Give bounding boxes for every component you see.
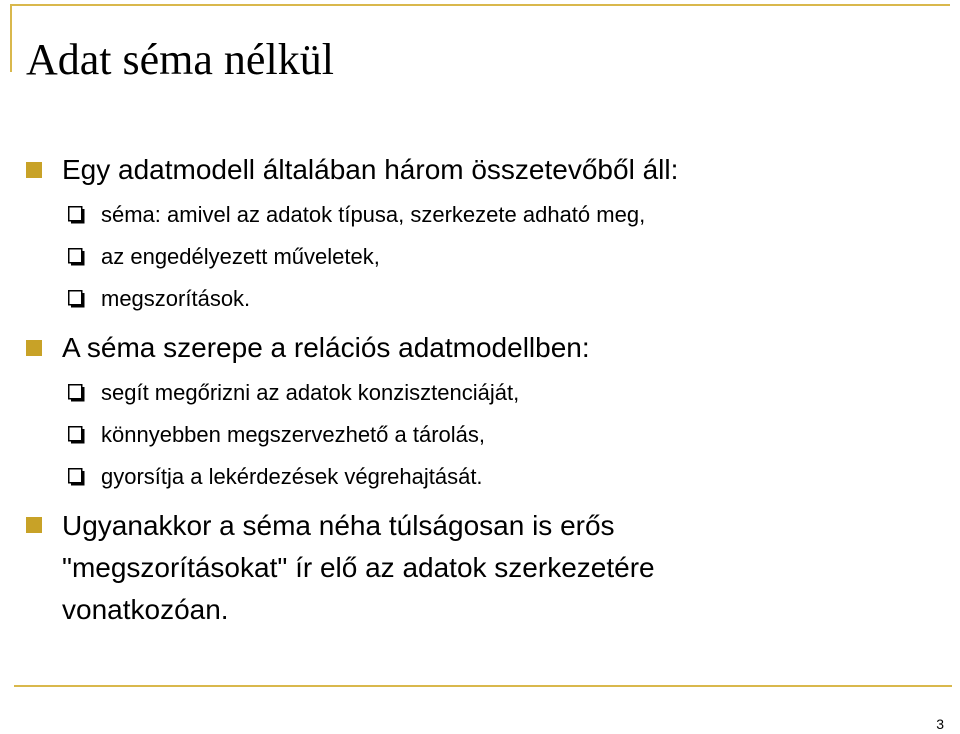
checkbox-bullet-icon: [68, 206, 85, 225]
slide-title: Adat séma nélkül: [26, 35, 334, 84]
bullet-text: Ugyanakkor a séma néha túlságosan is erős "megszorításokat" ír elő az adatok szerkezetére vonatkozóan.: [62, 510, 655, 625]
bullet-item: [26, 505, 926, 629]
square-bullet-icon: [26, 340, 42, 356]
checkbox-bullet-icon: [68, 248, 85, 267]
checkbox-bullet-icon: [68, 290, 85, 309]
sub-bullet-text: segít megőrizni az adatok konzisztenciáját,: [101, 380, 520, 405]
sub-bullet-text: gyorsítja a lekérdezések végrehajtását.: [101, 464, 483, 489]
sub-bullet-text: séma: amivel az adatok típusa, szerkezete adható meg,: [101, 202, 646, 227]
sub-bullet-text: az engedélyezett műveletek,: [101, 244, 380, 269]
bullet-text: Egy adatmodell általában három összetevőből áll:: [62, 154, 679, 185]
bottom-accent-line: [14, 685, 952, 687]
square-bullet-icon: [26, 162, 42, 178]
sub-bullet-text: megszorítások.: [101, 286, 251, 311]
sub-bullet-text: könnyebben megszervezhető a tárolás,: [101, 422, 486, 447]
bullet-text: A séma szerepe a relációs adatmodellben:: [62, 332, 590, 363]
square-bullet-icon: [26, 517, 42, 533]
checkbox-bullet-icon: [68, 426, 85, 445]
page-number: 3: [936, 716, 944, 732]
checkbox-bullet-icon: [68, 468, 85, 487]
checkbox-bullet-icon: [68, 384, 85, 403]
